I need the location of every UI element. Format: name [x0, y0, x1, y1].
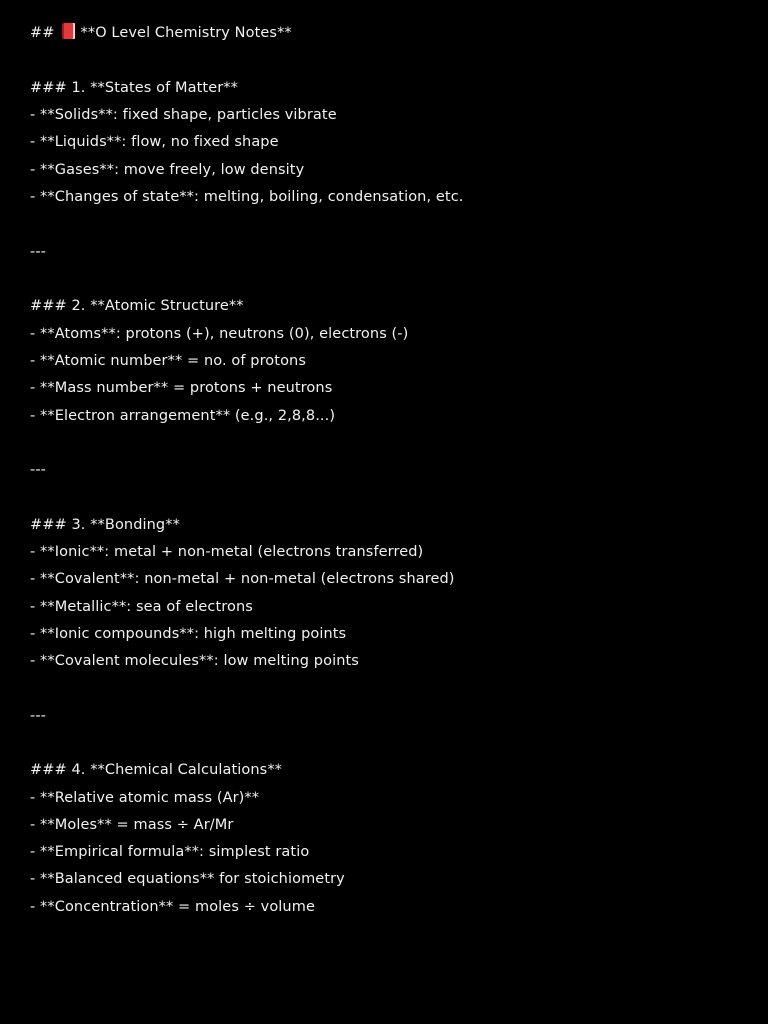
separator: --- [30, 708, 46, 724]
separator: --- [30, 244, 46, 260]
list-item: - **Balanced equations** for stoichiometry [30, 871, 345, 887]
section-heading-bonding: ### 3. **Bonding** [30, 517, 180, 533]
list-item: - **Relative atomic mass (Ar)** [30, 790, 260, 806]
section-heading-states-of-matter: ### 1. **States of Matter** [30, 80, 238, 96]
title-hash-prefix: ## [30, 25, 55, 41]
list-item: - **Liquids**: flow, no fixed shape [30, 134, 279, 150]
list-item: - **Atoms**: protons (+), neutrons (0), electrons (-) [30, 326, 409, 342]
list-item: - **Moles** = mass ÷ Ar/Mr [30, 817, 234, 833]
list-item: - **Covalent molecules**: low melting points [30, 653, 359, 669]
list-item: - **Solids**: fixed shape, particles vibrate [30, 107, 337, 123]
list-item: - **Concentration** = moles ÷ volume [30, 899, 315, 915]
red-book-icon [62, 23, 75, 39]
separator: --- [30, 462, 46, 478]
list-item: - **Empirical formula**: simplest ratio [30, 844, 310, 860]
title-text: **O Level Chemistry Notes** [80, 25, 292, 41]
document-title [30, 22, 292, 44]
section-heading-atomic-structure: ### 2. **Atomic Structure** [30, 298, 244, 314]
list-item: - **Atomic number** = no. of protons [30, 353, 306, 369]
list-item: - **Metallic**: sea of electrons [30, 599, 253, 615]
list-item: - **Gases**: move freely, low density [30, 162, 305, 178]
list-item: - **Ionic**: metal + non-metal (electrons transferred) [30, 544, 424, 560]
list-item: - **Changes of state**: melting, boiling, condensation, etc. [30, 189, 464, 205]
list-item: - **Ionic compounds**: high melting points [30, 626, 347, 642]
list-item: - **Electron arrangement** (e.g., 2,8,8...) [30, 408, 336, 424]
list-item: - **Mass number** = protons + neutrons [30, 380, 333, 396]
list-item: - **Covalent**: non-metal + non-metal (electrons shared) [30, 571, 455, 587]
section-heading-chemical-calculations: ### 4. **Chemical Calculations** [30, 762, 283, 778]
